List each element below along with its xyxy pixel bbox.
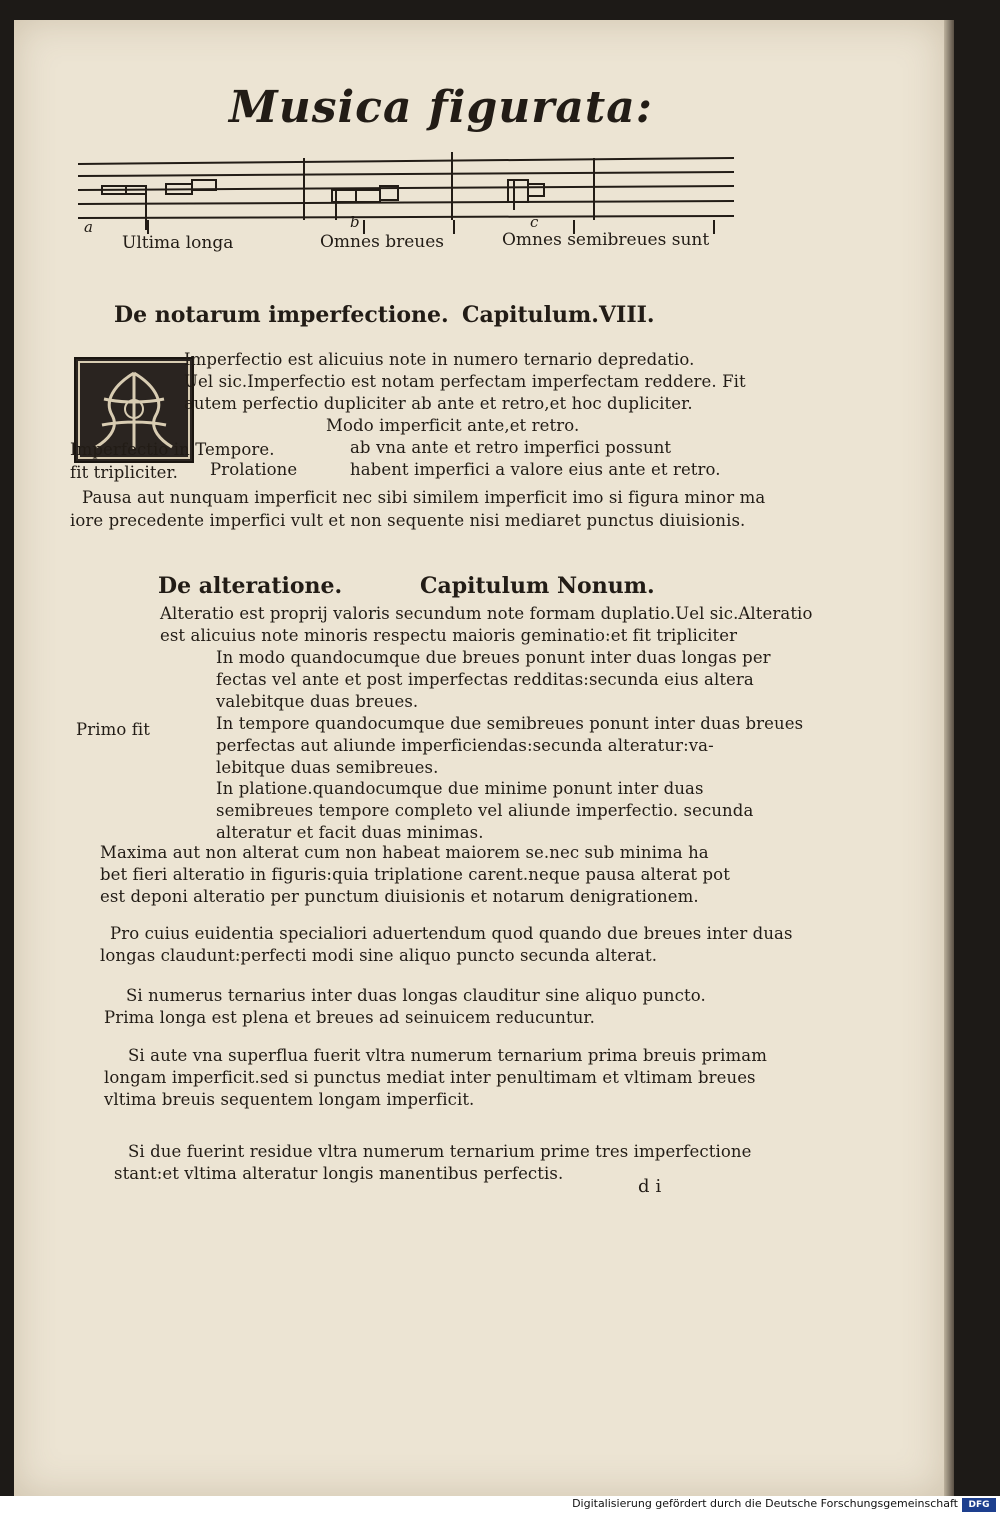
pro-cuius-line: Pro cuius euidentia specialiori aduertendum quod quando due breues inter duas bbox=[110, 924, 793, 943]
diagram-label-omnes-breues: Omnes breues bbox=[320, 232, 444, 252]
chapter9-item-line: valebitque duas breues. bbox=[216, 692, 419, 711]
si-aute-line: vltima breuis sequentem longam imperficit. bbox=[104, 1090, 475, 1109]
primo-fit-label: Primo fit bbox=[76, 720, 151, 739]
chapter9-item-line: In tempore quandocumque due semibreues ponunt inter duas breues bbox=[216, 714, 804, 733]
pausa-line: Pausa aut nunquam imperficit nec sibi similem imperficit imo si figura minor ma bbox=[82, 488, 766, 507]
signature-mark: d i bbox=[638, 1176, 662, 1197]
si-aute-line: longam imperficit.sed si punctus mediat inter penultimam et vltimam breues bbox=[104, 1068, 756, 1087]
maxima-line: Maxima aut non alterat cum non habeat maiorem se.nec sub minima ha bbox=[100, 843, 709, 862]
chapter9-capitulum: Capitulum Nonum. bbox=[420, 573, 655, 599]
si-numerus-line: Prima longa est plena et breues ad seinuicem reducuntur. bbox=[104, 1008, 595, 1027]
diagram-letter-b: b bbox=[350, 213, 360, 231]
chapter8-left-line: Imperfectio in Tempore. bbox=[70, 440, 275, 459]
book-page bbox=[14, 20, 944, 1496]
chapter9-heading: De alteratione. bbox=[158, 573, 343, 599]
diagram-label-omnes-semibreues: Omnes semibreues sunt bbox=[502, 230, 710, 250]
chapter9-intro-line: Alteratio est proprij valoris secundum note formam duplatio.Uel sic.Alteratio bbox=[160, 604, 813, 623]
si-due-line: stant:et vltima alteratur longis manentibus perfectis. bbox=[114, 1164, 564, 1183]
pausa-line: iore precedente imperfici vult et non sequente nisi mediaret punctus diuisionis. bbox=[70, 511, 746, 530]
si-due-line: Si due fuerint residue vltra numerum ternarium prime tres imperfectione bbox=[128, 1142, 752, 1161]
chapter9-item-line: In modo quandocumque due breues ponunt inter duas longas per bbox=[216, 648, 771, 667]
page-edge bbox=[944, 20, 954, 1496]
diagram-letter-a: a bbox=[84, 218, 93, 236]
maxima-line: bet fieri alteratio in figuris:quia triplatione carent.neque pausa alterat pot bbox=[100, 865, 730, 884]
chapter9-item-line: semibreues tempore completo vel aliunde imperfectio. secunda bbox=[216, 801, 754, 820]
chapter9-item-line: perfectas aut aliunde imperficiendas:secunda alteratur:va- bbox=[216, 736, 714, 755]
pro-cuius-line: longas claudunt:perfecti modi sine aliquo puncto secunda alterat. bbox=[100, 946, 658, 965]
dfg-logo: DFG bbox=[962, 1498, 996, 1512]
chapter8-heading: De notarum imperfectione. bbox=[114, 302, 449, 328]
chapter9-item-line: In platione.quandocumque due minime ponunt inter duas bbox=[216, 779, 704, 798]
page-title: Musica figurata: bbox=[229, 82, 653, 133]
chapter8-right-line: habent imperfici a valore eius ante et retro. bbox=[350, 460, 721, 479]
footer-text: Digitalisierung gefördert durch die Deutsche Forschungsgemeinschaft bbox=[572, 1497, 958, 1510]
chapter9-item-line: lebitque duas semibreues. bbox=[216, 758, 439, 777]
chapter8-left-line: Prolatione bbox=[210, 460, 298, 479]
si-numerus-line: Si numerus ternarius inter duas longas clauditur sine aliquo puncto. bbox=[126, 986, 706, 1005]
chapter8-right-line: ab vna ante et retro imperfici possunt bbox=[350, 438, 672, 457]
chapter8-line: autem perfectio dupliciter ab ante et retro,et hoc dupliciter. bbox=[184, 394, 693, 413]
chapter8-line: Modo imperficit ante,et retro. bbox=[326, 416, 580, 435]
chapter9-item-line: fectas vel ante et post imperfectas redditas:secunda eius altera bbox=[216, 670, 754, 689]
chapter8-capitulum: Capitulum.VIII. bbox=[462, 302, 655, 328]
chapter8-line: Imperfectio est alicuius note in numero ternario depredatio. bbox=[184, 350, 695, 369]
si-aute-line: Si aute vna superflua fuerit vltra numerum ternarium prima breuis primam bbox=[128, 1046, 767, 1065]
diagram-letter-c: c bbox=[530, 213, 539, 231]
chapter9-intro-line: est alicuius note minoris respectu maioris geminatio:et fit tripliciter bbox=[160, 626, 738, 645]
maxima-line: est deponi alteratio per punctum diuisionis et notarum denigrationem. bbox=[100, 887, 699, 906]
chapter8-left-line: fit tripliciter. bbox=[70, 463, 179, 482]
chapter9-item-line: alteratur et facit duas minimas. bbox=[216, 823, 484, 842]
diagram-label-ultima-longa: Ultima longa bbox=[122, 233, 234, 253]
chapter8-line: Uel sic.Imperfectio est notam perfectam imperfectam reddere. Fit bbox=[184, 372, 746, 391]
footer-bar bbox=[0, 1496, 1000, 1514]
